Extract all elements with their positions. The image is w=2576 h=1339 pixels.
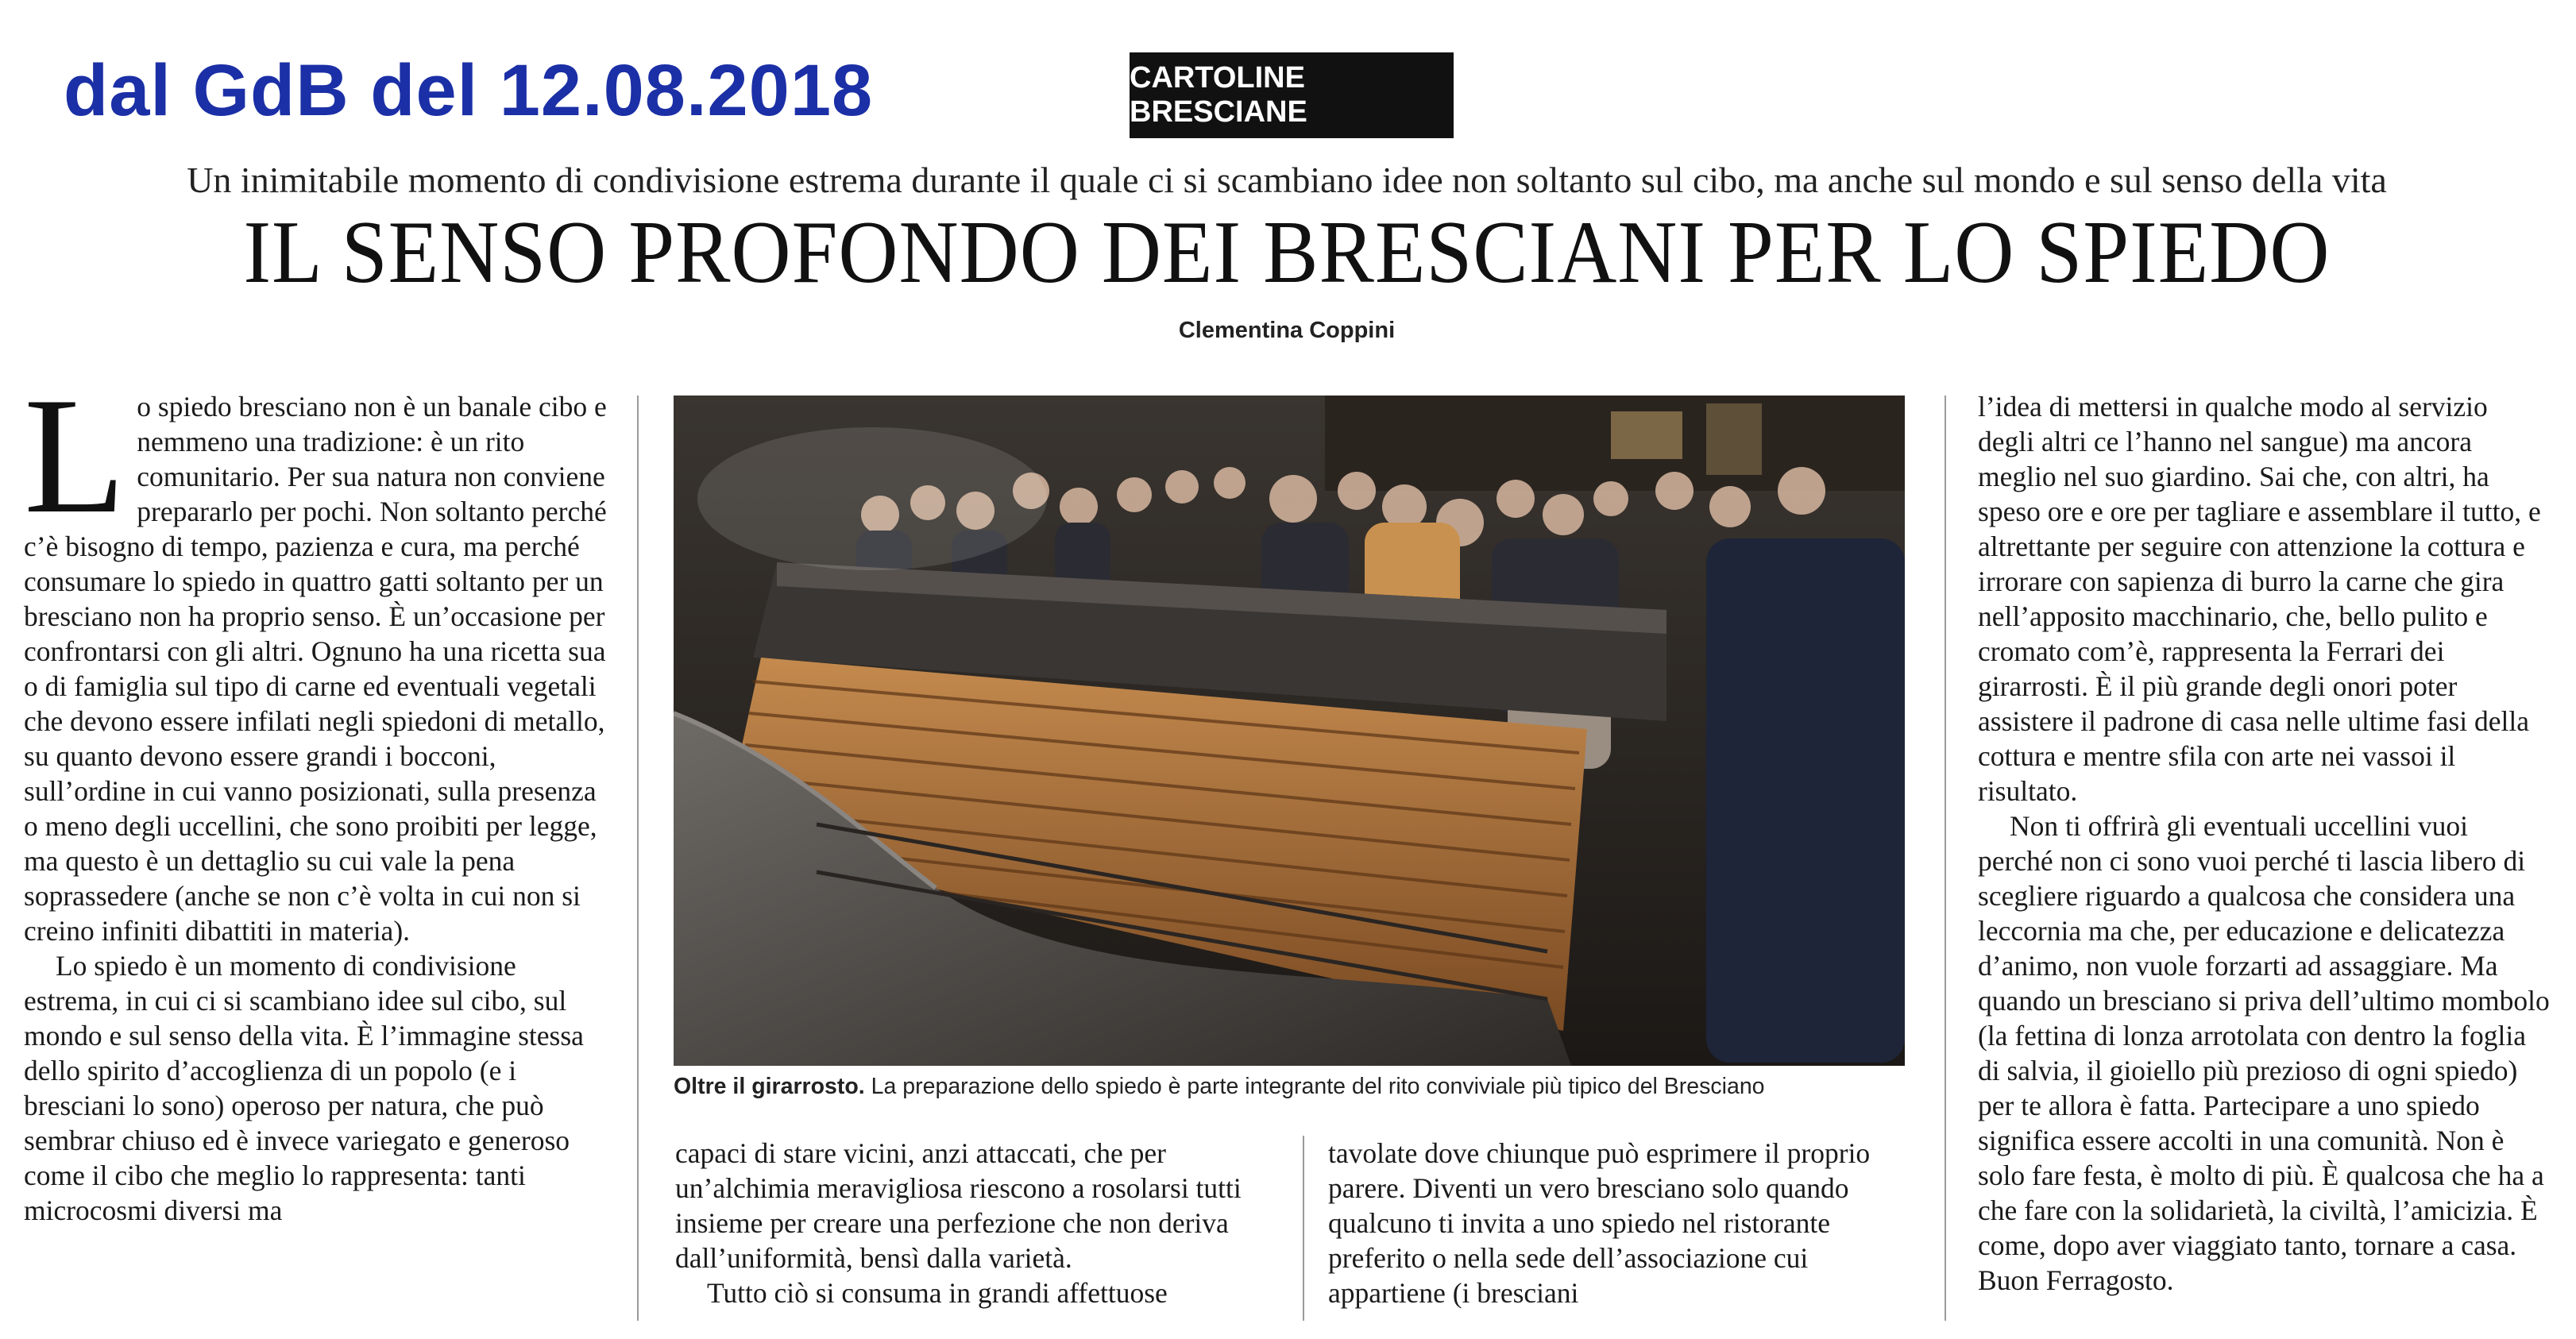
paragraph-1-text: o spiedo bresciano non è un banale cibo e nemmeno una tradizione: è un rito comunitario. Per sua natura non conviene prepararlo per pochi. Non soltanto perché c’è bisogno di tempo, pazienza e cura, ma perché consumare lo spiedo in quattro gatti soltanto per un bresciano non ha proprio senso. È un’occasione per confrontarsi con gli altri. Ognuno ha una ricetta sua o di famiglia sul tipo di carne ed eventuali vegetali che devono essere infilati negli spiedoni di metallo, su quanto devono essere grandi i bocconi, sull’ordine in cui vanno posizionati, sulla presenza o meno degli uccellini, che sono proibiti per legge, ma questo è un dettaglio su cui vale la pena soprassedere (anche se non c’è volta in cui non si creino infiniti dibattiti in materia). [24, 391, 607, 947]
article-photo [674, 396, 1905, 1066]
article-byline: Clementina Coppini [1178, 318, 1396, 343]
photo-caption [674, 1074, 1913, 1100]
source-label: dal GdB del 12.08.2018 [64, 50, 874, 131]
column-divider [1303, 1136, 1304, 1321]
article-column-3 [1328, 1136, 1932, 1310]
article-headline: IL SENSO PROFONDO DEI BRESCIANI PER LO SPIEDO [243, 203, 2331, 302]
paragraph-3-start: Tutto ciò si consuma in grandi affettuose [707, 1277, 1168, 1309]
paragraph-4: Non ti offrirà gli eventuali uccellini vuoi perché non ci sono vuoi perché ti lascia libero di scegliere riguardo a qualcosa che considera una leccornia ma che, per educazione e delicatezza d’animo, non vuole forzarti ad assaggiare. Ma quando un bresciano si priva dell’ultimo mombolo (la fettina di lonza arrotolata con dentro la foglia di salvia, il gioiello più prezioso di ogni spiedo) per te allora è fatta. Partecipare a uno spiedo significa essere accolti in una comunità. Non è solo fare festa, è molto di più. È qualcosa che ha a che fare con la solidarietà, la civiltà, l’amicizia. È come, dopo aver viaggiato tanto, tornare a casa. Buon Ferragosto. [1978, 810, 2550, 1296]
drop-cap: L [24, 364, 126, 548]
paragraph-2-start: Lo spiedo è un momento di condivisione estrema, in cui ci si scambiano idee sul cibo, sul mondo e sul senso della vita. È l’immagine stessa dello spirito d’accoglienza di un popolo (e i bresciani lo sono) operoso per natura, che può sembrar chiuso ed è invece variegato e generoso come il cibo che meglio lo rappresenta: tanti microcosmi diversi ma [24, 950, 584, 1226]
paragraph-3-end: l’idea di mettersi in qualche modo al servizio degli altri ce l’hanno nel sangue) ma ancora meglio nel suo giardino. Sai che, con altri, ha speso ore e ore per tagliare e assemblare il tutto, e altrettante per seguire con attenzione la cottura e irrorare con sapienza di burro la carne che gira nell’apposito macchinario, che, bello pulito e cromato com’è, rappresenta la Ferrari dei girarrosti. È il più grande degli onori poter assistere il padrone di casa nelle ultime fasi della cottura e mentre sfila con arte nei vassoi il risultato. [1978, 391, 2541, 807]
section-rubric: CARTOLINE BRESCIANE [1130, 52, 1454, 138]
article-column-1 [24, 364, 616, 1228]
article-column-4 [1978, 389, 2550, 1298]
article-kicker: Un inimitabile momento di condivisione estrema durante il quale ci si scambiano idee non soltanto sul cibo, ma anche sul mondo e sul senso della vita [187, 160, 2387, 200]
column-divider [1945, 396, 1946, 1321]
article-column-2 [675, 1136, 1279, 1310]
paragraph-1 [24, 364, 616, 948]
paragraph-2-end: capaci di stare vicini, anzi attaccati, che per un’alchimia meravigliosa riescono a rosolarsi tutti insieme per creare una perfezione che non deriva dall’uniformità, bensì dalla varietà. [675, 1137, 1242, 1274]
paragraph-3-middle: tavolate dove chiunque può esprimere il proprio parere. Diventi un vero bresciano solo quando qualcuno ti invita a uno spiedo nel ristorante preferito o nella sede dell’associazione cui appartiene (i bresciani [1328, 1137, 1871, 1309]
column-divider [637, 396, 639, 1321]
spit-roast-photo [674, 396, 1905, 1066]
caption-text: La preparazione dello spiedo è parte integrante del rito conviviale più tipico del Bresciano [864, 1074, 1765, 1099]
caption-lead: Oltre il girarrosto. [674, 1074, 865, 1099]
